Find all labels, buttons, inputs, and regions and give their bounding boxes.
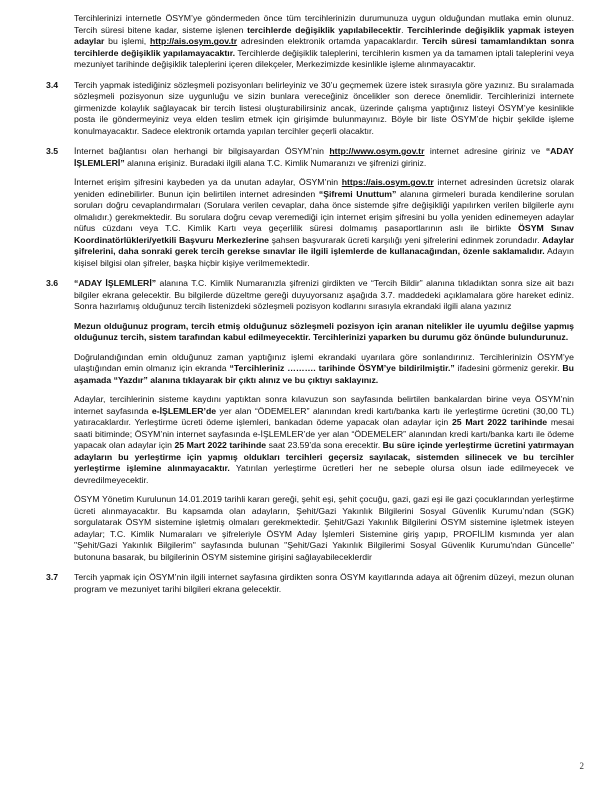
text-span: ifadesini görmeniz gerekir. [454, 363, 563, 373]
text-span: alanına girmeleri burada kendilerine sorulan soruları doğru cevaplandırmaları (Sorulara verilen cevaplar, daha önce sistemde şifre değişikliği yapılırken verilen bilgilerle aynı olmalıdır.) gerekmektedir. Bu sorulara doğru cevap veremediği için internet erişim şifresini bu yolla yeniden edinemeyen adaylar nüfus cüzdanı veya T.C. Kimlik Kartı veya geçerlilik süresi dolmamış pasaportlarının aslı ile birlikte [74, 188, 574, 233]
section-text: ÖSYM Yönetim Kurulunun 14.01.2019 tarihli kararı gereği, şehit eşi, şehit çocuğu, gazi, gazi eşi ile gazi çocuklarından yerleştirme ücreti alınmayacaktır. Bu kapsamda olan adayların, Şehit/Gazi Yakınlık Bilgilerini Sosyal Güvenlik Kurumu’ndan (SGK) sorgulatarak ÖSYM sistemine işletmiş olmaları gerekmektedir. Şehit/Gazi Yakınlık Bilgilerini ÖSYM sistemine işletmek isteyen adaylar; T.C. Kimlik Numaraları ve şifreleriyle ÖSYM Aday İşlemleri Sistemine giriş yapıp, PROFİLİM kısmında yer alan "Şehit/Gazi Yakınlık Bilgilerim" sayfasında bulunan "Şehit/Gazi Yakınlık Bilgilerimi Sosyal Güvenlik Kurumu'ndan Güncelle" butonuna basarak, bu bilgilerinin ÖSYM sistemine girişini sağlayabileceklerdir [74, 494, 574, 562]
section-number: 3.5 [46, 146, 59, 156]
section-number: 3.4 [46, 79, 59, 90]
intro-paragraph [74, 13, 574, 71]
section-number: 3.7 [46, 572, 59, 582]
text-span: İnternet erişim şifresini kaybeden ya da unutan adaylar, ÖSYM’nin [74, 177, 342, 187]
text-span: . [401, 24, 408, 35]
section-3-4 [46, 79, 574, 138]
section-3-5 [46, 146, 574, 269]
section-text: Tercih yapmak için ÖSYM’nin ilgili internet sayfasına girdikten sonra ÖSYM kayıtlarında adaya ait öğrenim düzeyi, mezun olunan program ve mezuniyet tarihi bilgileri ekrana gelecektir. [74, 572, 574, 594]
ais-osym-https-link[interactable]: https://ais.osym.gov.tr [341, 177, 434, 187]
osym-website-link[interactable]: http://www.osym.gov.tr [329, 146, 425, 156]
section-3-6 [46, 278, 574, 563]
bold-text: Adaylar şifrelerini, daha sonraki gerek tercih gerekse sınavlar ile ilgili işlemlerde de kullanacağından, özenle saklamalıdır. [74, 234, 574, 256]
section-number: 3.6 [46, 278, 59, 288]
bold-text: e-İŞLEMLER’de [151, 405, 217, 416]
text-span: İnternet bağlantısı olan herhangi bir bilgisayardan ÖSYM’nin [74, 146, 330, 156]
bold-text: “ADAY İŞLEMLERİ” [74, 278, 157, 288]
text-span: saat 23.59’da sona erecektir. [266, 440, 383, 450]
text-span: internet adresinden ücretsiz olarak yeniden edinebilirler. Bunun için belirtilen internet adresinden [74, 177, 574, 199]
text-span: Tercihlerde değişiklik taleplerini, tercihlerin kısmen ya da tamamen iptali taleplerini veya mezuniyet tarihinde değişiklik taleplerini içeren dilekçeler, Merkezimizde kesinlikle işleme alınmayacaktır. [74, 47, 574, 69]
bold-text: ÖSYM Sınav Koordinatörlükleri/yetkili Başvuru Merkezlerine [74, 223, 574, 245]
bold-text: tercihlerde değişiklik yapılabilecektir [247, 24, 402, 35]
bold-warning-text: Mezun olduğunuz program, tercih etmiş olduğunuz sözleşmeli pozisyon için aranan nitelikler ile uyumlu değilse yapmış olduğunuz tercih, sistem tarafından kabul edilmeyecektir. Tercihlerinizi yaparken bu durumu göz önünde bulundurunuz. [74, 320, 574, 342]
bold-text: Bu aşamada “Yazdır” alanına tıklayarak bir çıktı alınız ve bu çıktıyı saklayınız. [74, 363, 574, 385]
text-span: bu işlemi, [104, 36, 150, 46]
bold-text: Tercihlerinde değişiklik yapmak isteyen adaylar [74, 24, 575, 46]
text-span: internet adresine giriniz ve [424, 146, 546, 156]
section-text: Tercih yapmak istediğiniz sözleşmeli pozisyonları belirleyiniz ve 30’u geçmemek üzere istek sırasıyla göre yazınız. Bu sıralamada sözleşmeli pozisyonun size uygunluğu ve sizin bunlara vereceğiniz öncelikler son derece önemlidir. Tercihlerinizi internete girmenizde kolaylık sağlayacak bir tercih listesi oluşturabilirsiniz ancak, üzerinde çalışma yaptığınız listeyi ÖSYM’ye kesinlikle posta ile göndermeyiniz veya elden teslim etmek için girişimde bulunmayınız. Böyle bir liste ÖSYM’de hiçbir şekilde işleme konulmayacaktır. Sadece elektronik ortamda yapılan tercihler geçerli olacaktır. [74, 79, 574, 136]
bold-text: Tercih süresi tamamlandıktan sonra tercihlerde değişiklik yapılamayacaktır. [74, 36, 574, 58]
bold-text: “Şifremi Unuttum” [318, 188, 397, 199]
text-span: mesai saati bitiminde; ÖSYM’nin internet sayfasında e-İŞLEMLER’de yer alan “ÖDEMELER” alanından kredi kartı/banka kartı ile ödeme yapacak olan adaylar için [74, 417, 574, 450]
text-span: alanına T.C. Kimlik Numaranızla şifrenizi girdikten ve “Tercih Bildir” alanına tıkladıktan sonra size ait bazı bilgiler ekrana gelecektir. Bu bilgilerde düzeltme gereği duyuyorsanız aşağıda 3.7. maddedeki açıklamalara göre hareket ediniz. Sonra hazırlamış olduğunuz tercih listenizdeki sözleşmeli pozisyon kodlarını sırasıyla ekrandaki ilgili alana yazınız [74, 278, 574, 311]
page-number: 2 [579, 760, 584, 771]
section-3-7 [46, 572, 574, 595]
bold-text: “Tercihleriniz ………. tarihinde ÖSYM’ye bildirilmiştir.” [229, 363, 455, 373]
text-span: Yatırılan yerleştirme ücretleri her ne sebeple olursa olsun iade edilmeyecek ve devredilmeyecektir. [74, 463, 574, 485]
text-span: Tercihlerinizi internetle ÖSYM’ye göndermeden önce tüm tercihlerinizin durumunuza uygun olduğundan mutlaka emin olunuz. Tercih süresi bitene kadar, sisteme işlenen [74, 13, 574, 35]
bold-text: 25 Mart 2022 tarihinde [451, 417, 548, 427]
bold-text: 25 Mart 2022 tarihinde [174, 440, 267, 450]
text-span: adresinden elektronik ortamda yapacaklardır. [237, 36, 422, 46]
bold-text: Bu süre içinde yerleştirme ücretini yatırmayan adayların bu yerleştirme için yapmış oldukları tercihleri geçersiz sayılacak, sistemden silinecek ve bu tercihler yerleştirme işlemine alınmayacaktır. [74, 440, 574, 473]
text-span: alanına erişiniz. Buradaki ilgili alana T.C. Kimlik Numaranızı ve şifrenizi giriniz. [124, 157, 427, 168]
bold-text: “ADAY İŞLEMLERİ” [74, 146, 574, 168]
text-span: şahsen başvurarak ücreti karşılığı yeni şifrelerini edinmek zorundadır. [268, 234, 543, 245]
text-span: yer alan “ÖDEMELER” alanından kredi kartı/banka kartı ile yerleştirme ücretini (30,00 TL) yatıracaklardır. Yerleştirme ücreti ödeme işlemleri, bankadan ödeme yapacak olan adaylar için [74, 405, 574, 427]
ais-osym-link[interactable]: http://ais.osym.gov.tr [149, 36, 238, 46]
text-span: Adaylar, tercihlerinin sisteme kaydını yaptıktan sonra kılavuzun son sayfasında belirtilen bankalardan birine veya ÖSYM’nin internet sayfasında [74, 394, 574, 416]
text-span: Doğrulandığından emin olduğunuz zaman yaptığınız işlemi ekrandaki uyarılara göre sonlandırınız. Tercihlerinizin ÖSYM’ye ulaştığından emin olmanız için ekranda [74, 351, 574, 373]
text-span: Adayın kişisel bilgisi olan şifreler, başka hiçbir kişiye verilmemektedir. [74, 246, 574, 268]
